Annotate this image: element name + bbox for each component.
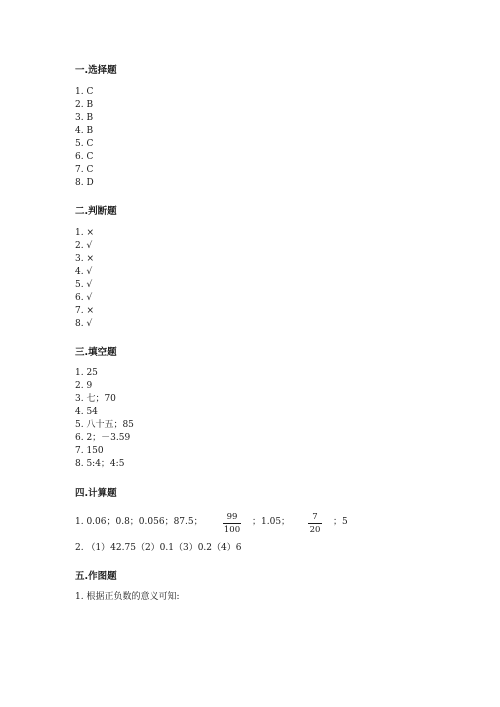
fraction-bar: [308, 523, 322, 524]
list-item: 2. B: [75, 100, 94, 110]
list-item: 8. D: [75, 178, 94, 188]
list-item: 4. √: [75, 267, 93, 277]
list-item: 2. 9: [75, 381, 93, 391]
list-item: 4. 54: [75, 407, 98, 417]
list-item: 1. C: [75, 87, 94, 97]
list-item: 2. √: [75, 241, 93, 251]
list-item: 7. ×: [75, 306, 94, 316]
list-item: 3. 七；70: [75, 394, 116, 404]
fraction-99-100: [223, 512, 241, 535]
drawing-item-1: 1. 根据正负数的意义可知:: [75, 592, 180, 602]
list-item: 8. 5:4；4:5: [75, 459, 125, 469]
list-item: 6. 2；－3.59: [75, 433, 131, 443]
section-title-calc: 四.计算题: [75, 488, 117, 499]
list-item: 4. B: [75, 126, 94, 136]
list-item: 7. 150: [75, 446, 104, 456]
fraction-numerator: 99: [226, 512, 238, 522]
section-title-fill: 三.填空题: [75, 347, 117, 358]
list-item: 1. ×: [75, 228, 94, 238]
list-item: 8. √: [75, 319, 93, 329]
calc-item-1-text-a: 1. 0.06；0.8；0.056；87.5；: [75, 517, 203, 527]
fraction-numerator: 7: [312, 512, 318, 522]
calc-item-1-text-b: ；1.05；: [252, 517, 291, 527]
list-item: 5. 八十五；85: [75, 420, 134, 430]
list-item: 6. C: [75, 152, 94, 162]
section-title-judge: 二.判断题: [75, 206, 117, 217]
calc-item-1-text-c: ；5: [333, 517, 348, 527]
fraction-7-20: [308, 512, 322, 535]
list-item: 3. ×: [75, 254, 94, 264]
list-item: 5. C: [75, 139, 94, 149]
list-item: 3. B: [75, 113, 94, 123]
list-item: 6. √: [75, 293, 93, 303]
section-title-drawing: 五.作图题: [75, 571, 117, 582]
fraction-bar: [223, 523, 241, 524]
list-item: 5. √: [75, 280, 93, 290]
section-title-choice: 一.选择题: [75, 65, 117, 76]
list-item: 1. 25: [75, 368, 98, 378]
list-item: 7. C: [75, 165, 94, 175]
fraction-denominator: 20: [309, 525, 321, 535]
calc-item-2: 2. （1）42.75（2）0.1（3）0.2（4）6: [75, 543, 242, 553]
fraction-denominator: 100: [223, 525, 241, 535]
